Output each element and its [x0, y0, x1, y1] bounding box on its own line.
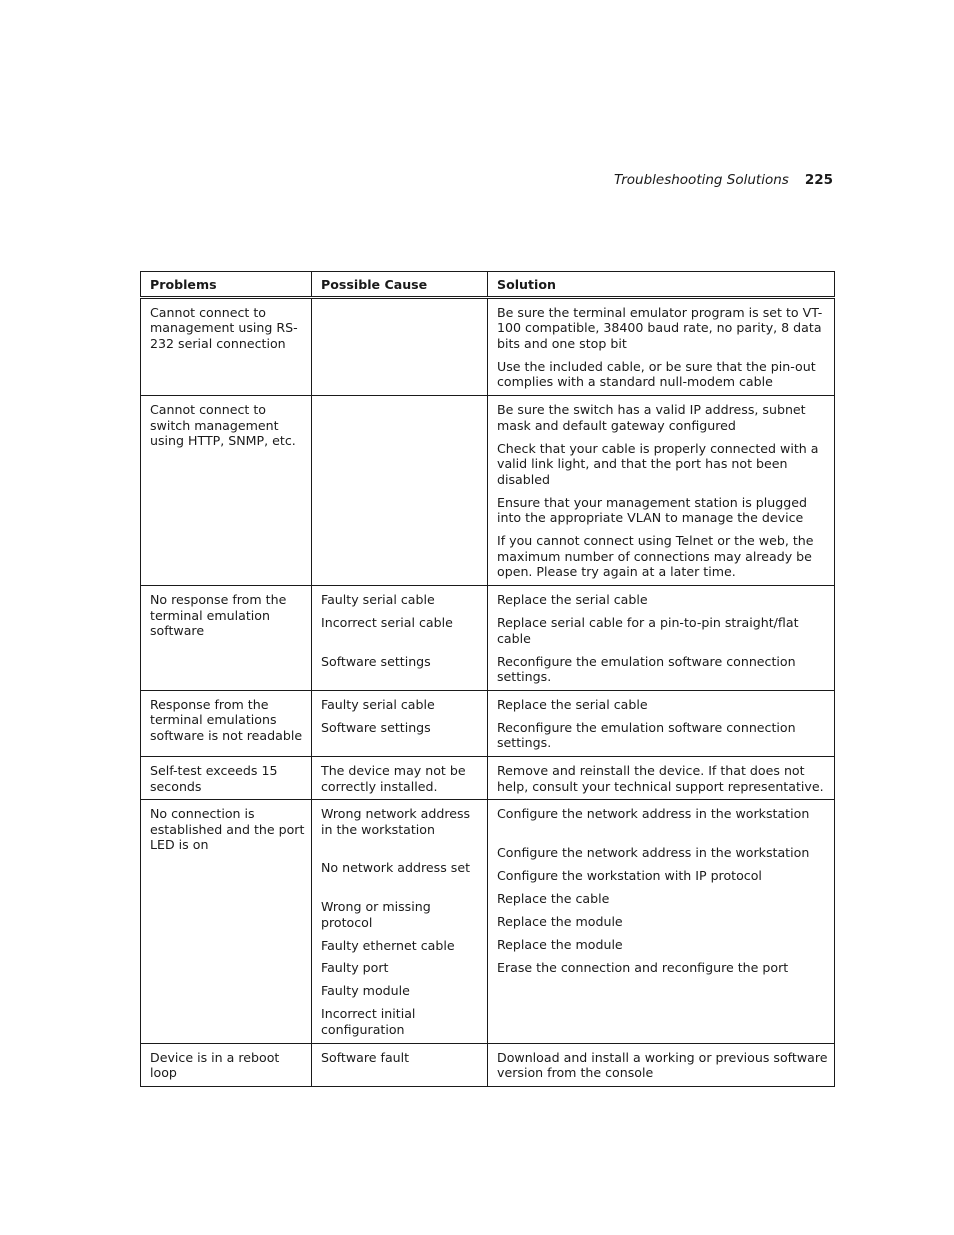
cause-cell [312, 586, 488, 691]
column-header-solution: Solution [488, 272, 835, 298]
solution-item: Remove and reinstall the device. If that does not help, consult your technical support representative. [497, 762, 824, 794]
cause-item: No network address set [321, 860, 471, 876]
problem-cell: Response from the terminal emulations software is not readable [141, 690, 312, 756]
solution-item: Be sure the switch has a valid IP address, subnet mask and default gateway configured [497, 401, 806, 433]
cause-item: Software settings [321, 653, 431, 669]
spacer [321, 845, 481, 861]
page-number: 225 [804, 172, 833, 188]
table-row [141, 395, 835, 585]
solution-cell [488, 395, 835, 585]
cause-item: Faulty ethernet cable [321, 937, 455, 953]
solution-item: Replace the cable [497, 890, 610, 906]
solution-cell [488, 1043, 835, 1086]
spacer [497, 829, 828, 845]
spacer [321, 638, 481, 654]
cause-item: Incorrect serial cable [321, 615, 453, 631]
column-header-problems: Problems [141, 272, 312, 298]
table-row [141, 690, 835, 756]
cause-cell [312, 297, 488, 395]
solution-item: Download and install a working or previous software version from the console [497, 1049, 828, 1081]
solution-item: Replace the module [497, 913, 623, 929]
solution-item: Replace serial cable for a pin-to-pin straight/flat cable [497, 615, 799, 646]
solution-cell [488, 586, 835, 691]
cause-item: Wrong or missing protocol [321, 898, 431, 930]
problem-cell: Device is in a reboot loop [141, 1043, 312, 1086]
solution-item: Erase the connection and reconfigure the port [497, 959, 789, 975]
cause-item: Software fault [321, 1049, 410, 1065]
problem-cell: Self-test exceeds 15 seconds [141, 756, 312, 799]
solution-item: Ensure that your management station is plugged into the appropriate VLAN to manage the device [497, 494, 808, 526]
solution-item: Configure the workstation with IP protocol [497, 867, 762, 883]
problem-cell: Cannot connect to switch management using HTTP, SNMP, etc. [141, 395, 312, 585]
cause-item: The device may not be correctly installed. [321, 762, 466, 794]
troubleshooting-table [140, 271, 835, 1087]
section-title: Troubleshooting Solutions [614, 172, 789, 188]
solution-cell [488, 690, 835, 756]
cause-item: Faulty module [321, 983, 410, 999]
solution-item: If you cannot connect using Telnet or the web, the maximum number of connections may already be open. Please try again at a later time. [497, 533, 814, 580]
solution-item: Be sure the terminal emulator program is set to VT-100 compatible, 38400 baud rate, no parity, 8 data bits and one stop bit [497, 304, 823, 351]
cause-item: Software settings [321, 719, 431, 735]
cause-item: Faulty serial cable [321, 592, 435, 608]
solution-item: Check that your cable is properly connected with a valid link light, and that the port has not been disabled [497, 440, 819, 487]
cause-item: Faulty serial cable [321, 696, 435, 712]
spacer [321, 883, 481, 899]
solution-item: Reconfigure the emulation software connection settings. [497, 653, 796, 685]
cause-item: Incorrect initial configuration [321, 1006, 416, 1038]
cause-cell [312, 690, 488, 756]
solution-item: Configure the network address in the workstation [497, 844, 810, 860]
cause-cell [312, 756, 488, 799]
problem-cell: Cannot connect to management using RS-232 serial connection [141, 297, 312, 395]
solution-item: Replace the module [497, 936, 623, 952]
cause-cell [312, 800, 488, 1043]
cause-cell [312, 395, 488, 585]
solution-item: Replace the serial cable [497, 592, 648, 608]
table-row [141, 586, 835, 691]
table-body [141, 297, 835, 1086]
solution-cell [488, 800, 835, 1043]
solution-cell [488, 756, 835, 799]
cause-item: Wrong network address in the workstation [321, 806, 471, 837]
column-header-possible-cause: Possible Cause [312, 272, 488, 298]
table-header-row [141, 272, 835, 298]
problem-cell: No response from the terminal emulation software [141, 586, 312, 691]
table-row [141, 297, 835, 395]
problem-cell: No connection is established and the port LED is on [141, 800, 312, 1043]
table-row [141, 800, 835, 1043]
solution-item: Use the included cable, or be sure that the pin-out complies with a standard null-modem cable [497, 358, 816, 390]
cause-item: Faulty port [321, 960, 389, 976]
solution-item: Reconfigure the emulation software connection settings. [497, 719, 796, 751]
table-row [141, 756, 835, 799]
solution-item: Replace the serial cable [497, 696, 648, 712]
table-row [141, 1043, 835, 1086]
running-header [540, 171, 833, 189]
solution-cell [488, 297, 835, 395]
cause-cell [312, 1043, 488, 1086]
solution-item: Configure the network address in the workstation [497, 806, 810, 822]
